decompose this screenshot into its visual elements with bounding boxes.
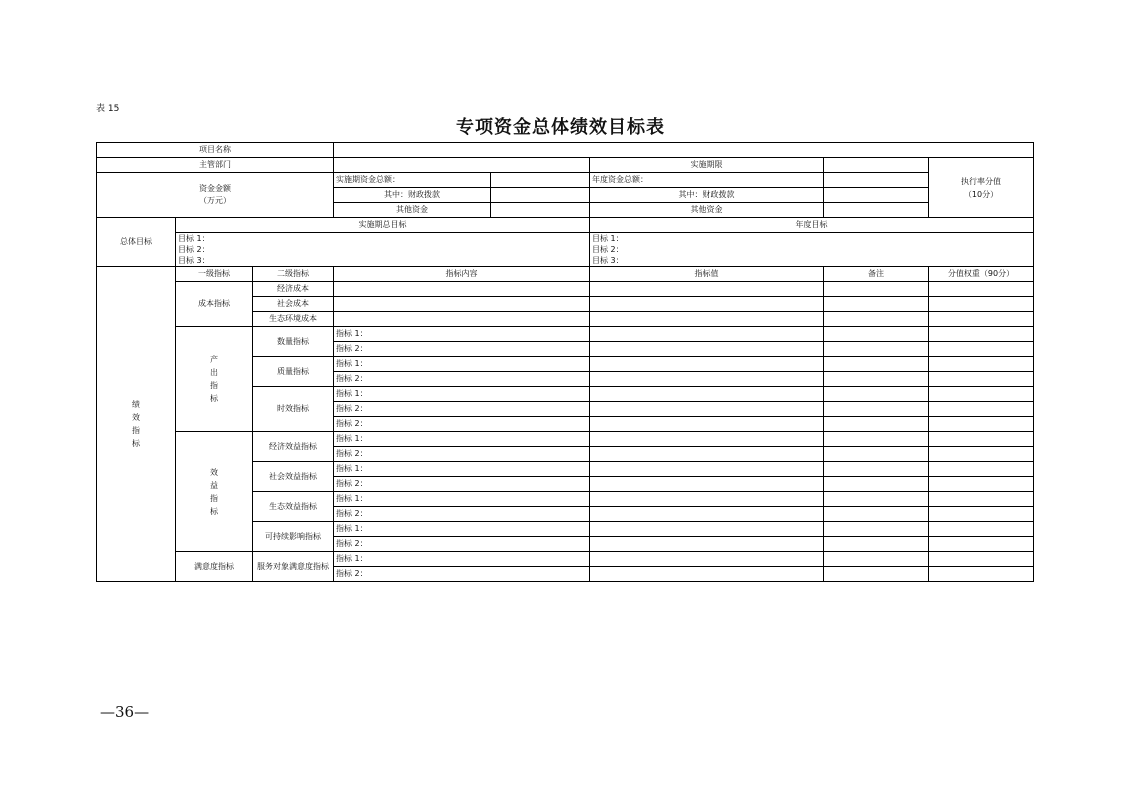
annual-funds-label: 年度资金总额： [590, 173, 824, 188]
value-cell [590, 402, 824, 417]
funds-unit: （万元） [199, 196, 231, 205]
weight-cell [929, 432, 1034, 447]
remark-cell [824, 282, 929, 297]
weight-cell [929, 462, 1034, 477]
performance-target-table [96, 142, 1034, 582]
other-funds-label-period: 其他资金 [334, 203, 491, 218]
remark-cell [824, 342, 929, 357]
remark-cell [824, 387, 929, 402]
indicator-item: 指标 2： [334, 342, 590, 357]
row-benefit [97, 432, 1034, 447]
indicator-item: 指标 1： [334, 462, 590, 477]
department-value [334, 158, 590, 173]
cost-item: 生态环境成本 [253, 312, 334, 327]
weight-cell [929, 282, 1034, 297]
weight-cell [929, 417, 1034, 432]
overall-goal-label: 总体目标 [97, 218, 176, 267]
indicator-item: 指标 1： [334, 432, 590, 447]
indicator-item: 指标 2： [334, 402, 590, 417]
cost-indicator-label: 成本指标 [176, 282, 253, 327]
ecological-benefit-label: 生态效益指标 [253, 492, 334, 522]
row-goals-header [97, 218, 1034, 233]
weight-cell [929, 402, 1034, 417]
fiscal-grant-label-annual: 其中：财政拨款 [590, 188, 824, 203]
remark-cell [824, 567, 929, 582]
remark-cell [824, 417, 929, 432]
page-number: —36— [100, 703, 150, 721]
annual-goal-header: 年度目标 [590, 218, 1034, 233]
weight-cell [929, 537, 1034, 552]
period-label: 实施期限 [590, 158, 824, 173]
weight-cell [929, 477, 1034, 492]
level1-header: 一级指标 [176, 267, 253, 282]
value-cell [590, 432, 824, 447]
row-satisfaction [97, 552, 1034, 567]
remark-cell [824, 537, 929, 552]
value-cell [590, 417, 824, 432]
value-cell [590, 477, 824, 492]
indicator-item: 指标 1： [334, 327, 590, 342]
value-cell [590, 357, 824, 372]
other-funds-value-annual [824, 203, 929, 218]
indicator-item: 指标 1： [334, 387, 590, 402]
weight-cell [929, 372, 1034, 387]
weight-cell [929, 297, 1034, 312]
value-cell [590, 462, 824, 477]
quantity-indicator-label: 数量指标 [253, 327, 334, 357]
period-goal-item: 目标 2： [178, 245, 210, 254]
row-department [97, 158, 1034, 173]
row-cost [97, 282, 1034, 297]
value-cell [590, 282, 824, 297]
weight-cell [929, 522, 1034, 537]
weight-cell [929, 492, 1034, 507]
project-name-value [334, 143, 1034, 158]
content-cell [334, 282, 590, 297]
content-cell [334, 297, 590, 312]
weight-cell [929, 327, 1034, 342]
indicator-item: 指标 2： [334, 567, 590, 582]
remark-cell [824, 522, 929, 537]
value-cell [590, 537, 824, 552]
output-indicator-text: 产出指标 [210, 355, 218, 403]
period-value [824, 158, 929, 173]
remark-cell [824, 372, 929, 387]
exec-score-cell [929, 158, 1034, 218]
annual-goal-list [590, 233, 1034, 267]
performance-indicator-label [97, 267, 176, 582]
cost-item: 经济成本 [253, 282, 334, 297]
row-project-name [97, 143, 1034, 158]
fiscal-grant-value-period [491, 188, 590, 203]
sustainability-label: 可持续影响指标 [253, 522, 334, 552]
weight-header: 分值权重（90分） [929, 267, 1034, 282]
weight-cell [929, 552, 1034, 567]
cost-item: 社会成本 [253, 297, 334, 312]
remark-cell [824, 477, 929, 492]
table-number-label: 表 15 [96, 104, 120, 114]
fiscal-grant-value-annual [824, 188, 929, 203]
service-satisfaction-label: 服务对象满意度指标 [253, 552, 334, 582]
indicator-item: 指标 1： [334, 522, 590, 537]
department-label: 主管部门 [97, 158, 334, 173]
remark-cell [824, 552, 929, 567]
exec-score-value: （10分） [963, 189, 999, 199]
row-output [97, 327, 1034, 342]
indicator-item: 指标 2： [334, 447, 590, 462]
row-total-funds [97, 173, 1034, 188]
period-goal-list [176, 233, 590, 267]
funds-label: 资金金额 [199, 184, 231, 193]
value-cell [590, 297, 824, 312]
remark-cell [824, 297, 929, 312]
indicator-item: 指标 2： [334, 372, 590, 387]
weight-cell [929, 357, 1034, 372]
row-indicators-header [97, 267, 1034, 282]
document-title: 专项资金总体绩效目标表 [456, 117, 665, 138]
value-cell [590, 387, 824, 402]
weight-cell [929, 447, 1034, 462]
value-cell [590, 552, 824, 567]
exec-score-label: 执行率分值 [961, 176, 1002, 186]
period-goal-header: 实施期总目标 [176, 218, 590, 233]
indicator-item: 指标 2： [334, 477, 590, 492]
other-funds-value-period [491, 203, 590, 218]
remark-cell [824, 507, 929, 522]
value-cell [590, 327, 824, 342]
annual-goal-item: 目标 2： [592, 245, 624, 254]
remark-cell [824, 327, 929, 342]
indicator-item: 指标 1： [334, 552, 590, 567]
benefit-indicator-label [176, 432, 253, 552]
period-goal-item: 目标 1： [178, 234, 210, 243]
level2-header: 二级指标 [253, 267, 334, 282]
indicator-item: 指标 2： [334, 417, 590, 432]
row-goals-content [97, 233, 1034, 267]
content-header: 指标内容 [334, 267, 590, 282]
social-benefit-label: 社会效益指标 [253, 462, 334, 492]
value-header: 指标值 [590, 267, 824, 282]
weight-cell [929, 507, 1034, 522]
remark-cell [824, 357, 929, 372]
timeliness-indicator-label: 时效指标 [253, 387, 334, 432]
remark-cell [824, 462, 929, 477]
value-cell [590, 447, 824, 462]
period-goal-item: 目标 3： [178, 256, 210, 265]
weight-cell [929, 342, 1034, 357]
remark-header: 备注 [824, 267, 929, 282]
performance-indicator-text: 绩效指标 [132, 400, 140, 448]
project-name-label: 项目名称 [97, 143, 334, 158]
total-funds-value [491, 173, 590, 188]
annual-goal-item: 目标 3： [592, 256, 624, 265]
indicator-item: 指标 2： [334, 507, 590, 522]
weight-cell [929, 312, 1034, 327]
annual-funds-value [824, 173, 929, 188]
indicator-item: 指标 1： [334, 357, 590, 372]
value-cell [590, 522, 824, 537]
funds-label-cell [97, 173, 334, 218]
value-cell [590, 342, 824, 357]
other-funds-label-annual: 其他资金 [590, 203, 824, 218]
value-cell [590, 492, 824, 507]
annual-goal-item: 目标 1： [592, 234, 624, 243]
fiscal-grant-label-period: 其中：财政拨款 [334, 188, 491, 203]
total-funds-label: 实施期资金总额： [334, 173, 491, 188]
remark-cell [824, 492, 929, 507]
remark-cell [824, 312, 929, 327]
remark-cell [824, 402, 929, 417]
satisfaction-indicator-label: 满意度指标 [176, 552, 253, 582]
indicator-item: 指标 2： [334, 537, 590, 552]
value-cell [590, 372, 824, 387]
weight-cell [929, 567, 1034, 582]
quality-indicator-label: 质量指标 [253, 357, 334, 387]
weight-cell [929, 387, 1034, 402]
indicator-item: 指标 1： [334, 492, 590, 507]
benefit-indicator-text: 效益指标 [210, 467, 218, 516]
remark-cell [824, 447, 929, 462]
content-cell [334, 312, 590, 327]
economic-benefit-label: 经济效益指标 [253, 432, 334, 462]
value-cell [590, 567, 824, 582]
value-cell [590, 312, 824, 327]
remark-cell [824, 432, 929, 447]
output-indicator-label [176, 327, 253, 432]
value-cell [590, 507, 824, 522]
